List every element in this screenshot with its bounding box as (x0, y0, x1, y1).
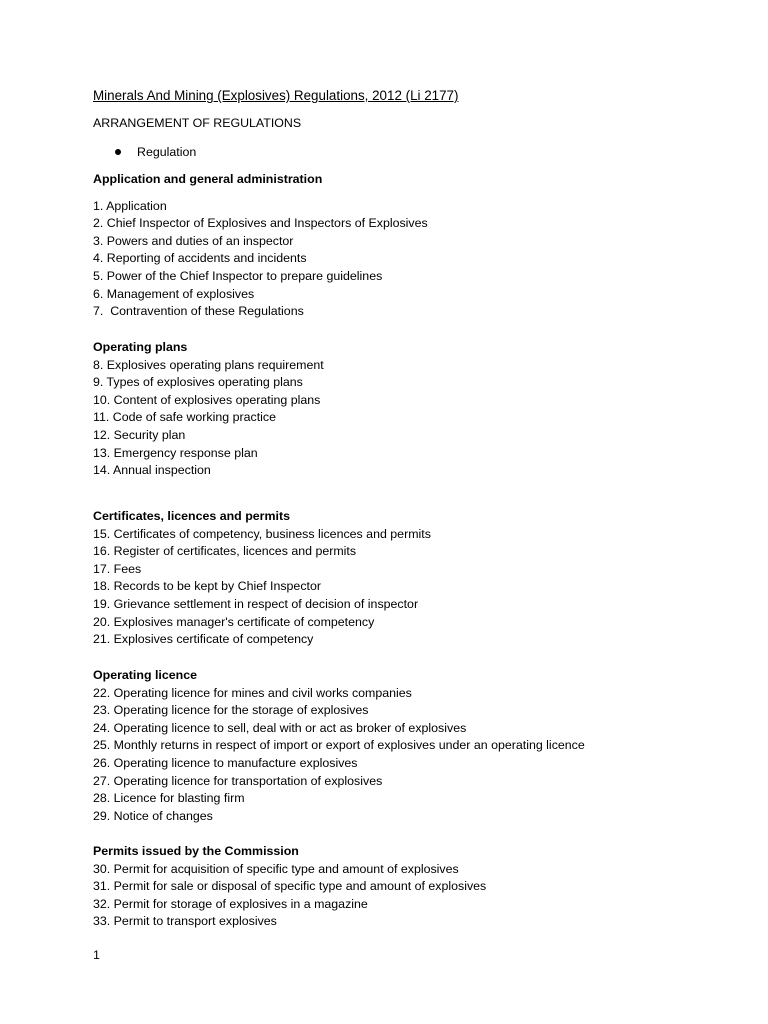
bullet-icon (115, 149, 121, 155)
section-list (93, 198, 753, 321)
bullet-item (115, 145, 196, 159)
bullet-label: Regulation (137, 145, 197, 159)
page-number: 1 (93, 948, 100, 962)
section-title: Operating plans (93, 340, 188, 354)
list-item: 28. Licence for blasting firm (93, 791, 245, 806)
list-item: 16. Register of certificates, licences and permits (93, 544, 357, 559)
list-item: 26. Operating licence to manufacture explosives (93, 755, 358, 770)
document-title: Minerals And Mining (Explosives) Regulations, 2012 (Li 2177) (93, 88, 459, 103)
list-item: 32. Permit for storage of explosives in a magazine (93, 896, 368, 911)
section-title: Application and general administration (93, 172, 323, 186)
list-item: 7. Contravention of these Regulations (93, 304, 304, 319)
list-item: 24. Operating licence to sell, deal with or act as broker of explosives (93, 720, 467, 735)
section-certificates (93, 508, 753, 649)
list-item: 12. Security plan (93, 427, 186, 442)
list-item: 10. Content of explosives operating plans (93, 392, 321, 407)
list-item: 21. Explosives certificate of competency (93, 632, 314, 647)
list-item: 33. Permit to transport explosives (93, 914, 277, 929)
section-application (93, 171, 753, 321)
list-item: 2. Chief Inspector of Explosives and Inspectors of Explosives (93, 216, 428, 231)
section-operating-plans (93, 339, 753, 480)
list-item: 15. Certificates of competency, business licences and permits (93, 526, 431, 541)
list-item: 4. Reporting of accidents and incidents (93, 251, 307, 266)
section-list (93, 357, 753, 480)
list-item: 3. Powers and duties of an inspector (93, 233, 294, 248)
list-item: 23. Operating licence for the storage of explosives (93, 703, 369, 718)
list-item: 19. Grievance settlement in respect of decision of inspector (93, 596, 419, 611)
list-item: 6. Management of explosives (93, 286, 255, 301)
list-item: 11. Code of safe working practice (93, 410, 276, 425)
list-item: 20. Explosives manager's certificate of competency (93, 614, 375, 629)
section-operating-licence (93, 667, 753, 825)
list-item: 22. Operating licence for mines and civil works companies (93, 685, 412, 700)
section-list (93, 861, 753, 931)
list-item: 25. Monthly returns in respect of import or export of explosives under an operating licence (93, 738, 585, 753)
section-title: Operating licence (93, 668, 197, 682)
list-item: 5. Power of the Chief Inspector to prepare guidelines (93, 268, 383, 283)
list-item: 30. Permit for acquisition of specific type and amount of explosives (93, 861, 459, 876)
list-item: 29. Notice of changes (93, 808, 213, 823)
list-item: 31. Permit for sale or disposal of specific type and amount of explosives (93, 879, 487, 894)
list-item: 17. Fees (93, 561, 142, 576)
list-item: 1. Application (93, 198, 167, 213)
list-item: 8. Explosives operating plans requirement (93, 357, 324, 372)
list-item: 13. Emergency response plan (93, 445, 258, 460)
section-permits (93, 843, 753, 931)
section-title: Permits issued by the Commission (93, 844, 299, 858)
arrangement-heading: ARRANGEMENT OF REGULATIONS (93, 116, 302, 130)
section-list (93, 526, 753, 649)
list-item: 18. Records to be kept by Chief Inspector (93, 579, 321, 594)
section-list (93, 685, 753, 826)
list-item: 9. Types of explosives operating plans (93, 375, 303, 390)
list-item: 27. Operating licence for transportation of explosives (93, 773, 383, 788)
section-title: Certificates, licences and permits (93, 509, 290, 523)
list-item: 14. Annual inspection (93, 463, 211, 478)
